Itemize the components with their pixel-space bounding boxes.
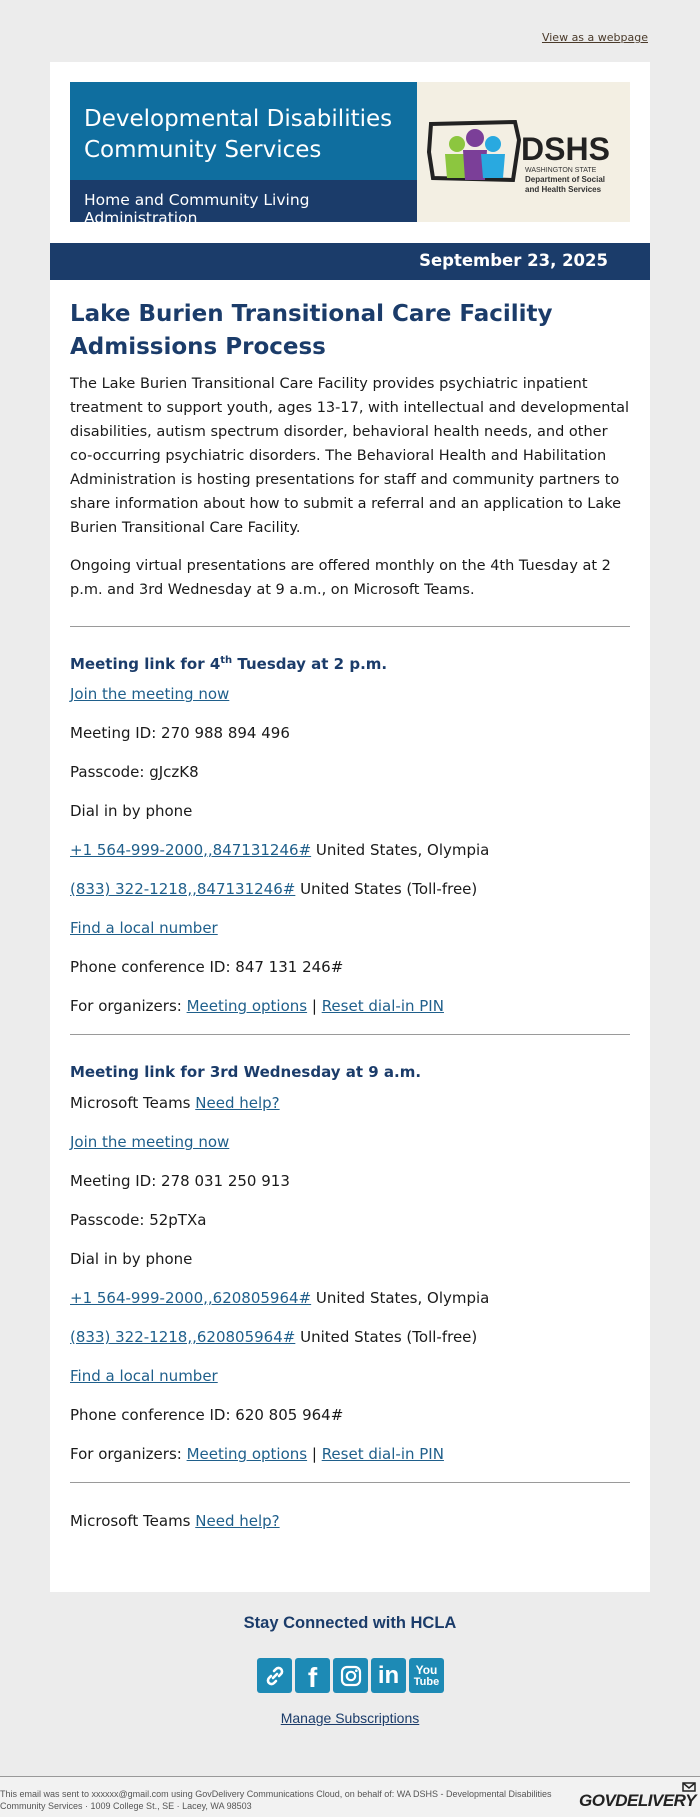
- link-icon[interactable]: [257, 1658, 292, 1693]
- govdelivery-logo: GOVDELIVERY: [579, 1791, 696, 1811]
- meeting1-options-link[interactable]: Meeting options: [186, 997, 308, 1015]
- facebook-icon[interactable]: f: [295, 1658, 330, 1693]
- meeting1-dial-label: Dial in by phone: [70, 802, 193, 820]
- meeting2-teams-row: Microsoft Teams Need help?: [70, 1094, 280, 1112]
- meeting1-conference-id: Phone conference ID: 847 131 246#: [70, 958, 344, 976]
- meeting2-reset-pin-link[interactable]: Reset dial-in PIN: [321, 1445, 444, 1463]
- closing-help-link[interactable]: Need help?: [195, 1512, 280, 1530]
- svg-text:and Health Services: and Health Services: [525, 185, 602, 194]
- svg-text:WASHINGTON STATE: WASHINGTON STATE: [525, 167, 597, 174]
- instagram-icon[interactable]: [333, 1658, 368, 1693]
- page-title: Lake Burien Transitional Care Facility Admissions Process: [70, 301, 553, 360]
- divider: [70, 1034, 630, 1035]
- meeting2-join-link[interactable]: Join the meeting now: [70, 1133, 230, 1151]
- meeting2-phone1-link[interactable]: +1 564-999-2000,,620805964#: [70, 1289, 312, 1307]
- banner-title: Developmental Disabilities Community Services: [84, 106, 393, 163]
- stay-connected-heading: Stay Connected with HCLA: [243, 1614, 457, 1632]
- email-card: [50, 62, 650, 1592]
- schedule-paragraph: Ongoing virtual presentations are offered monthly on the 4th Tuesday at 2 p.m. and 3rd Wednesday at 9 a.m., on Microsoft Teams.: [70, 558, 611, 598]
- meeting1-join-row: [70, 683, 630, 722]
- header-banner: [70, 82, 630, 227]
- meeting1-phone2-link[interactable]: (833) 322-1218,,847131246#: [70, 880, 296, 898]
- meeting2-help-link[interactable]: Need help?: [195, 1094, 280, 1112]
- meeting2-conference-id: Phone conference ID: 620 805 964#: [70, 1406, 344, 1424]
- disclaimer-bar: [0, 1776, 700, 1817]
- closing-teams-row: Microsoft Teams Need help?: [70, 1512, 280, 1530]
- meeting1-organizers-row: For organizers: Meeting options | Reset dial-in PIN: [70, 997, 444, 1015]
- meeting2-dial-label: Dial in by phone: [70, 1250, 193, 1268]
- meeting2-phone2-row: (833) 322-1218,,620805964# United States (Toll-free): [70, 1328, 478, 1346]
- meeting2-heading: Meeting link for 3rd Wednesday at 9 a.m.: [70, 1063, 422, 1081]
- meeting1-passcode: Passcode: gJczK8: [70, 763, 199, 781]
- disclaimer-text: This email was sent to xxxxxx@gmail.com using GovDelivery Communications Cloud, on behalf of: WA DSHS - Developmental Disabilities Community Services · 1009 College St., SE · Lacey, WA 98503: [0, 1789, 552, 1811]
- meeting1-local-row: [70, 917, 630, 956]
- meeting2-local-row: [70, 1365, 630, 1404]
- meeting1-local-number-link[interactable]: Find a local number: [70, 919, 218, 937]
- manage-subscriptions-link[interactable]: Manage Subscriptions: [280, 1710, 420, 1726]
- meeting2-id: Meeting ID: 278 031 250 913: [70, 1172, 290, 1190]
- banner-title-block: [70, 82, 417, 227]
- view-as-webpage-link[interactable]: View as a webpage: [541, 31, 648, 44]
- date-bar: September 23, 2025: [50, 243, 650, 280]
- meeting2-passcode: Passcode: 52pTXa: [70, 1211, 207, 1229]
- dshs-logo: [417, 82, 630, 222]
- svg-text:Department of Social: Department of Social: [525, 175, 606, 184]
- main-content: [70, 298, 630, 1549]
- meeting2-phone1-row: +1 564-999-2000,,620805964# United States, Olympia: [70, 1289, 490, 1307]
- meeting1-heading: Meeting link for 4th Tuesday at 2 p.m.: [70, 655, 388, 673]
- social-icons: [257, 1658, 444, 1694]
- meeting1-phone1-row: +1 564-999-2000,,847131246# United States, Olympia: [70, 841, 490, 859]
- top-bar: [0, 0, 700, 62]
- meeting1-reset-pin-link[interactable]: Reset dial-in PIN: [321, 997, 444, 1015]
- intro-paragraph: The Lake Burien Transitional Care Facility provides psychiatric inpatient treatment to support youth, ages 13-17, with intellectual and developmental disabilities, autism spectrum disorder, behavioral health needs, and other co-occurring psychiatric disorders. The Behavioral Health and Habilitation Administration is hosting presentations for staff and community partners to share information about how to submit a referral and an application to Lake Burien Transitional Care Facility.: [70, 376, 630, 536]
- meeting2-join-row: [70, 1131, 630, 1170]
- youtube-icon[interactable]: You Tube: [409, 1658, 444, 1693]
- banner-subtitle: Home and Community Living Administration: [70, 180, 417, 222]
- linkedin-icon[interactable]: in: [371, 1658, 406, 1693]
- meeting1-join-link[interactable]: Join the meeting now: [70, 685, 230, 703]
- meeting2-options-link[interactable]: Meeting options: [186, 1445, 308, 1463]
- meeting2-organizers-row: For organizers: Meeting options | Reset dial-in PIN: [70, 1445, 444, 1463]
- divider: [70, 1482, 630, 1483]
- meeting2-phone2-link[interactable]: (833) 322-1218,,620805964#: [70, 1328, 296, 1346]
- meeting1-id: Meeting ID: 270 988 894 496: [70, 724, 290, 742]
- meeting1-phone2-row: (833) 322-1218,,847131246# United States (Toll-free): [70, 880, 478, 898]
- meeting1-phone1-link[interactable]: +1 564-999-2000,,847131246#: [70, 841, 312, 859]
- svg-text:DSHS: DSHS: [521, 131, 610, 167]
- meeting2-local-number-link[interactable]: Find a local number: [70, 1367, 218, 1385]
- divider: [70, 626, 630, 627]
